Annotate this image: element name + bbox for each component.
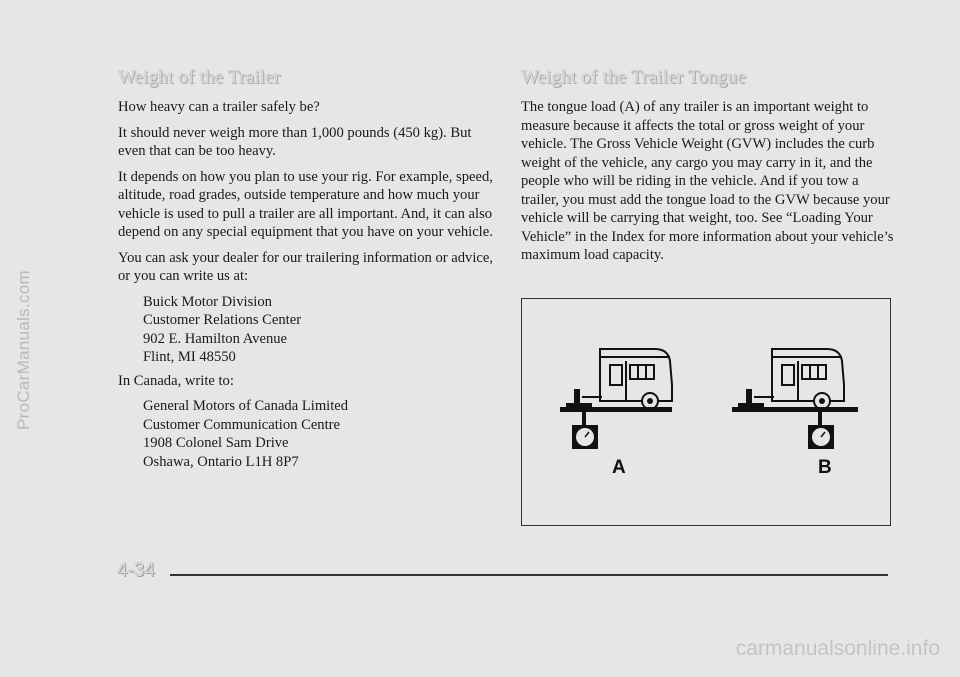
us-address xyxy=(143,293,498,367)
paragraph: The tongue load (A) of any trailer is an important weight to measure because it affects the total or gross weight of your vehicle. The Gross Vehicle Weight (GVW) includes the curb weight of the vehicle, any cargo you may carry in it, and the people who will be riding in the vehicle. And if you tow a trailer, you must add the tongue load to the GVW because your vehicle will be carrying that weight, too. See “Loading Your Vehicle” in the Index for more information about your vehicle’s maximum load capacity. xyxy=(521,99,894,263)
heading-tongue-weight: Weight of the Trailer Tongue xyxy=(521,67,747,88)
address-line: General Motors of Canada Limited xyxy=(143,398,349,414)
address-line: Customer Communication Centre xyxy=(143,416,340,433)
address-line: Flint, MI 48550 xyxy=(143,349,236,365)
figure-label-b: B xyxy=(818,457,832,478)
trailer-illustration-a xyxy=(560,343,680,453)
heading-weight-of-trailer: Weight of the Trailer xyxy=(118,67,281,88)
paragraph: In Canada, write to: xyxy=(118,372,234,389)
paragraph: How heavy can a trailer safely be? xyxy=(118,99,320,115)
side-watermark-text: ProCarManuals.com xyxy=(14,269,33,431)
figure-label-a: A xyxy=(612,457,626,478)
paragraph: It depends on how you plan to use your rig. For example, speed, altitude, road grades, outside temperature and how much your vehicle is used to pull a trailer are all important. And, it can also depend on any special equipment that you have on your vehicle. xyxy=(118,168,493,240)
right-column xyxy=(521,98,896,272)
address-line: Customer Relations Center xyxy=(143,312,302,328)
address-line: Oshawa, Ontario L1H 8P7 xyxy=(143,453,299,470)
bottom-watermark: carmanualsonline.info xyxy=(735,637,940,660)
canada-address xyxy=(143,397,498,471)
address-line: 1908 Colonel Sam Drive xyxy=(143,435,289,451)
left-column xyxy=(118,98,498,476)
paragraph: It should never weigh more than 1,000 pounds (450 kg). But even that can be too heavy. xyxy=(118,124,472,159)
address-line: 902 E. Hamilton Avenue xyxy=(143,330,288,347)
paragraph: You can ask your dealer for our trailering information or advice, or you can write us at: xyxy=(118,249,493,284)
page-number: 4-34 xyxy=(117,560,156,581)
address-line: Buick Motor Division xyxy=(143,293,272,310)
footer-rule xyxy=(170,574,888,576)
side-watermark xyxy=(12,160,36,540)
tongue-weight-figure xyxy=(521,298,891,526)
trailer-illustration-b xyxy=(732,343,862,453)
